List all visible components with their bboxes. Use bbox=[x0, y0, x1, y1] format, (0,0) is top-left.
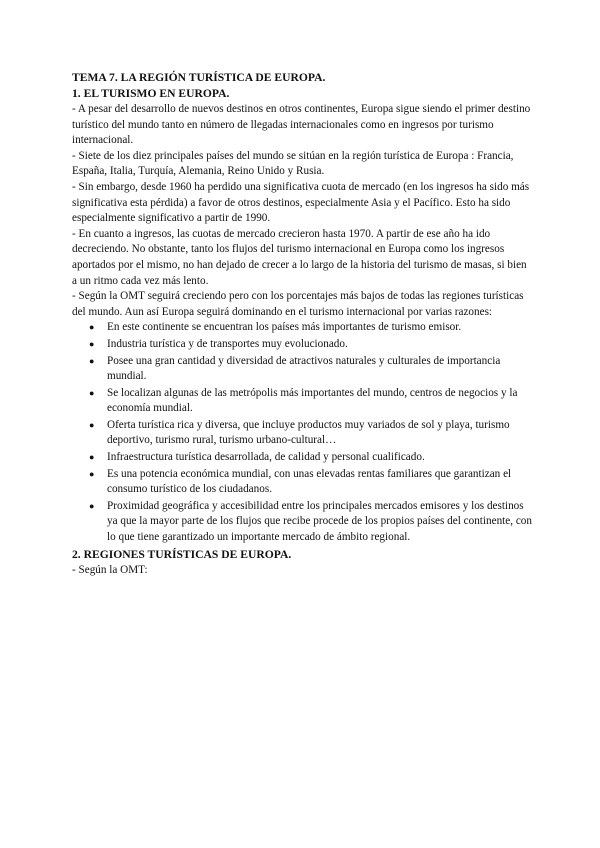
section-2-heading: 2. REGIONES TURÍSTICAS DE EUROPA. bbox=[72, 547, 292, 561]
paragraph: - Siete de los diez principales países del mundo se sitúan en la región turística de Europa : Francia, España, Italia, Turquía, Alemania, Reino Unido y Rusia. bbox=[72, 149, 514, 178]
bullet-icon: ● bbox=[89, 500, 95, 511]
bullet-icon: ● bbox=[89, 322, 95, 333]
paragraph: - A pesar del desarrollo de nuevos destinos en otros continentes, Europa sigue siendo el primer destino turístico del mundo tanto en número de llegadas internacionales como en ingresos por turismo internacional. bbox=[72, 103, 531, 147]
paragraph: - Según la OMT seguirá creciendo pero con los porcentajes más bajos de todas las regiones turísticas del mundo. Aun así Europa seguirá dominando en el turismo internacional por varias razones: bbox=[72, 290, 524, 318]
section-1-heading: 1. EL TURISMO EN EUROPA. bbox=[72, 87, 230, 100]
list-item bbox=[72, 354, 532, 385]
paragraph: - En cuanto a ingresos, las cuotas de mercado crecieron hasta 1970. A partir de ese año ha ido decreciendo. No obstante, tanto los flujos del turismo internacional en Europa como los ingresos aportados por el mismo, no han dejado de crecer a lo largo de la historia del turismo de masas, si bien a un ritmo cada vez más lento. bbox=[72, 227, 527, 287]
list-item-text: En este continente se encuentran los países más importantes de turismo emisor. bbox=[107, 321, 462, 334]
list-item bbox=[72, 337, 532, 353]
list-item bbox=[72, 499, 532, 546]
list-item-text: Posee una gran cantidad y diversidad de atractivos naturales y culturales de importancia mundial. bbox=[107, 354, 501, 383]
list-item-text: Es una potencia económica mundial, con unas elevadas rentas familiares que garantizan el consumo turístico de los ciudadanos. bbox=[107, 467, 512, 496]
bullet-icon: ● bbox=[89, 468, 95, 479]
bullet-icon: ● bbox=[89, 355, 95, 366]
document-title: TEMA 7. LA REGIÓN TURÍSTICA DE EUROPA. bbox=[72, 71, 326, 84]
list-item-text: Oferta turística rica y diversa, que incluye productos muy variados de sol y playa, turismo deportivo, turismo rural, turismo urbano-cultural… bbox=[107, 418, 510, 447]
paragraph: - Según la OMT: bbox=[72, 563, 148, 576]
list-item-text: Industria turística y de transportes muy evolucionado. bbox=[107, 337, 348, 350]
list-item bbox=[72, 320, 532, 336]
list-item-text: Proximidad geográfica y accesibilidad entre los principales mercados emisores y los destinos ya que la mayor parte de los flujos que recibe procede de los propios países del continente, con lo que tiene garantizado un importante mercado de ámbito regional. bbox=[107, 499, 532, 544]
list-item bbox=[72, 418, 532, 449]
bullet-icon: ● bbox=[89, 419, 95, 430]
bullet-icon: ● bbox=[89, 452, 95, 463]
list-item bbox=[72, 467, 532, 498]
bullet-icon: ● bbox=[89, 338, 95, 349]
list-item-text: Infraestructura turística desarrollada, de calidad y personal cualificado. bbox=[107, 451, 425, 464]
paragraph: - Sin embargo, desde 1960 ha perdido una significativa cuota de mercado (en los ingresos ha sido más significativa esta pérdida) a favor de otros destinos, especialmente Asia y el Pacífico. Esto ha sido especialmente significativo a partir de 1990. bbox=[72, 180, 530, 225]
document-page bbox=[72, 70, 532, 578]
bullet-icon: ● bbox=[89, 387, 95, 398]
list-item bbox=[72, 450, 532, 466]
list-item bbox=[72, 386, 532, 417]
list-item-text: Se localizan algunas de las metrópolis más importantes del mundo, centros de negocios y la economía mundial. bbox=[107, 386, 518, 415]
reasons-list bbox=[72, 320, 532, 545]
